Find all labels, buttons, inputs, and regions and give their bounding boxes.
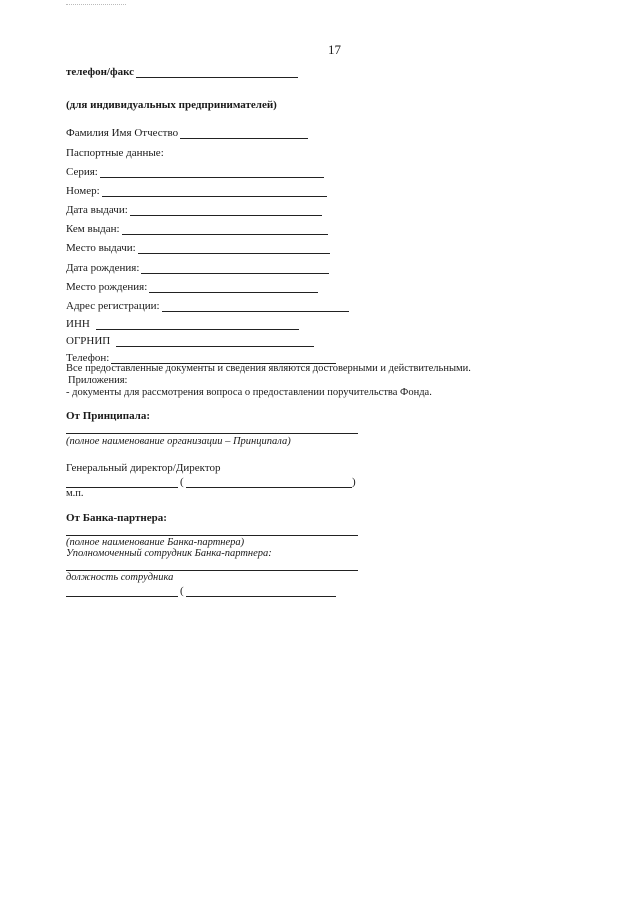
passport-label: Паспортные данные:: [66, 147, 164, 159]
mp-label: м.п.: [66, 488, 84, 499]
inn-row: [66, 318, 299, 330]
principal-heading: От Принципала:: [66, 410, 151, 422]
number-label: Номер:: [66, 185, 100, 197]
birth-place-field[interactable]: [149, 283, 318, 293]
issue-date-label: Дата выдачи:: [66, 204, 128, 216]
phone-fax-row: [66, 66, 298, 78]
bank-signature-line[interactable]: [66, 596, 178, 597]
series-field[interactable]: [100, 168, 324, 178]
number-row: [66, 185, 327, 197]
issued-by-label: Кем выдан:: [66, 223, 120, 235]
series-label: Серия:: [66, 166, 98, 178]
bank-heading: От Банка-партнера:: [66, 512, 167, 524]
bank-caption: (полное наименование Банка-партнера): [66, 537, 245, 548]
phone-fax-field[interactable]: [136, 68, 298, 78]
director-name-line[interactable]: [186, 487, 352, 488]
reg-address-row: [66, 300, 349, 312]
issue-place-field[interactable]: [138, 244, 330, 254]
inn-label: ИНН: [66, 318, 90, 330]
ogrnip-row: [66, 335, 314, 347]
attachments-label: Приложения:: [68, 375, 128, 386]
issued-by-field[interactable]: [122, 225, 328, 235]
birth-date-label: Дата рождения:: [66, 262, 140, 274]
reg-address-label: Адрес регистрации:: [66, 300, 160, 312]
birth-date-row: [66, 262, 329, 274]
attachments-item: - документы для рассмотрения вопроса о предоставлении поручительства Фонда.: [66, 387, 432, 398]
fio-row: [66, 127, 308, 139]
issue-date-row: [66, 204, 322, 216]
issued-by-row: [66, 223, 328, 235]
principal-caption: (полное наименование организации – Принципала): [66, 436, 291, 447]
page-number: 17: [328, 42, 341, 57]
phone-fax-label: телефон/факс: [66, 66, 135, 78]
ip-heading: (для индивидуальных предпринимателей): [66, 99, 277, 111]
fio-field[interactable]: [180, 129, 308, 139]
issue-place-label: Место выдачи:: [66, 242, 136, 254]
fio-label: Фамилия Имя Отчество: [66, 127, 179, 139]
scan-artifact: [66, 4, 126, 6]
director-close-paren: ): [352, 476, 356, 488]
position-caption: должность сотрудника: [66, 572, 174, 583]
reg-address-field[interactable]: [162, 302, 349, 312]
phone-label: Телефон:: [66, 352, 110, 364]
position-line[interactable]: [66, 570, 358, 571]
issue-date-field[interactable]: [130, 206, 322, 216]
bank-employee-name-line[interactable]: [186, 596, 336, 597]
birth-place-label: Место рождения:: [66, 281, 148, 293]
statement-text: Все предоставленные документы и сведения являются достоверными и действительными.: [66, 363, 471, 374]
series-row: [66, 166, 324, 178]
director-label: Генеральный директор/Директор: [66, 462, 221, 474]
birth-place-row: [66, 281, 318, 293]
bank-name-line[interactable]: [66, 535, 358, 536]
number-field[interactable]: [102, 187, 327, 197]
ogrnip-label: ОГРНИП: [66, 335, 111, 347]
inn-field[interactable]: [96, 320, 299, 330]
principal-name-line[interactable]: [66, 433, 358, 434]
bank-employee-label: Уполномоченный сотрудник Банка-партнера:: [66, 548, 272, 559]
issue-place-row: [66, 242, 330, 254]
birth-date-field[interactable]: [141, 264, 329, 274]
ogrnip-field[interactable]: [116, 337, 314, 347]
bank-open-paren: (: [180, 585, 184, 597]
director-open-paren: (: [180, 476, 184, 488]
